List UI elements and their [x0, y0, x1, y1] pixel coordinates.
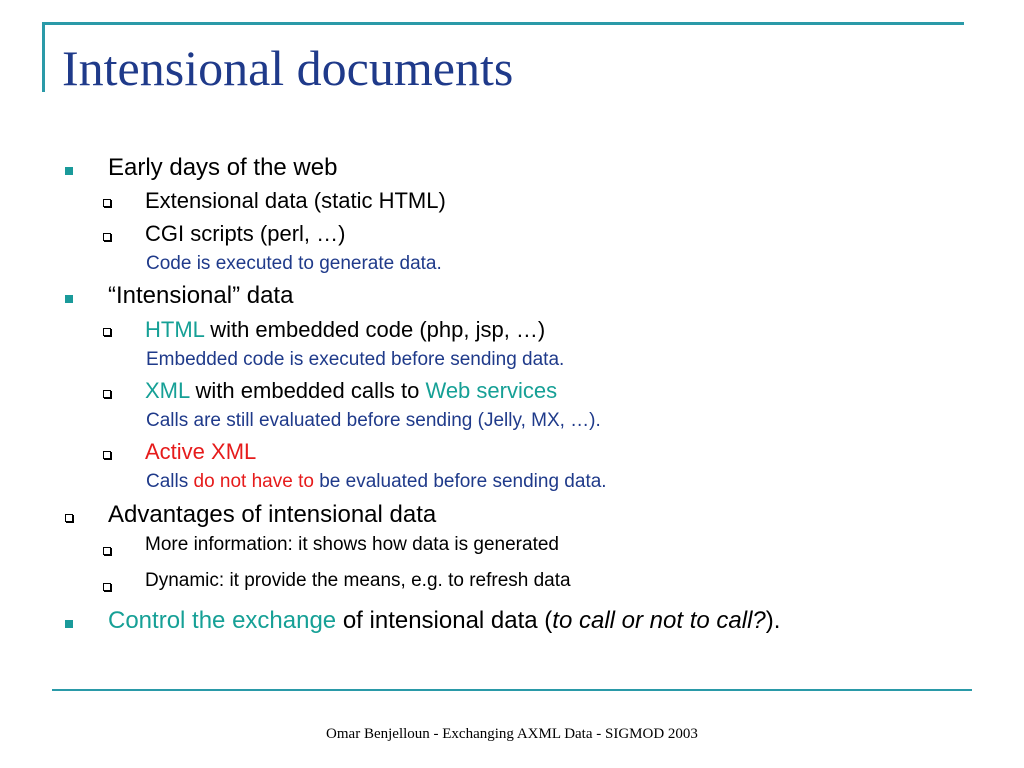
xml-term: XML	[145, 378, 190, 403]
sub-dynamic: Dynamic: it provide the means, e.g. to refresh data	[145, 570, 571, 591]
square-bullet-icon	[65, 167, 73, 175]
sub-active-xml: Active XML	[145, 439, 257, 464]
square-bullet-icon	[65, 620, 73, 628]
sub-extensional-data: Extensional data (static HTML)	[145, 188, 446, 213]
sub-xml-embedded-calls	[145, 377, 557, 405]
hollow-square-bullet-icon	[103, 199, 111, 207]
hollow-square-bullet-icon	[103, 451, 111, 459]
slide-footer: Omar Benjelloun - Exchanging AXML Data - SIGMOD 2003	[326, 726, 698, 742]
html-term: HTML	[145, 317, 205, 342]
to-call-or-not-phrase: to call or not to call?	[552, 607, 766, 634]
hollow-square-bullet-icon	[103, 583, 111, 591]
control-exchange-term: Control the exchange	[108, 607, 337, 634]
bullet-early-days: Early days of the web	[108, 154, 338, 181]
square-bullet-icon	[65, 295, 73, 303]
note-calls-not-required	[146, 470, 607, 494]
hollow-square-bullet-icon	[65, 514, 73, 522]
control-exchange-end: ).	[765, 607, 781, 634]
note-do-not-have-to: do not have to	[193, 471, 314, 492]
bullet-intensional-data: “Intensional” data	[108, 282, 294, 309]
note-calls-prefix: Calls	[146, 471, 194, 492]
web-services-term: Web services	[425, 378, 558, 403]
sub-more-information: More information: it shows how data is generated	[145, 534, 559, 555]
note-code-executed: Code is executed to generate data.	[146, 253, 442, 274]
slide-title: Intensional documents	[62, 40, 514, 96]
html-term-rest: with embedded code (php, jsp, …)	[204, 317, 546, 342]
control-exchange-mid: of intensional data (	[336, 607, 553, 634]
hollow-square-bullet-icon	[103, 547, 111, 555]
hollow-square-bullet-icon	[103, 328, 111, 336]
note-embedded-code: Embedded code is executed before sending data.	[146, 349, 565, 370]
xml-term-rest: with embedded calls to	[189, 378, 426, 403]
sub-cgi-scripts: CGI scripts (perl, …)	[145, 221, 346, 246]
footer-rule	[52, 689, 972, 691]
note-calls-suffix: be evaluated before sending data.	[313, 471, 607, 492]
hollow-square-bullet-icon	[103, 233, 111, 241]
sub-html-embedded-code	[145, 316, 545, 344]
hollow-square-bullet-icon	[103, 390, 111, 398]
note-calls-evaluated: Calls are still evaluated before sending (Jelly, MX, …).	[146, 410, 601, 431]
bullet-control-exchange	[108, 606, 780, 636]
bullet-advantages: Advantages of intensional data	[108, 501, 437, 528]
